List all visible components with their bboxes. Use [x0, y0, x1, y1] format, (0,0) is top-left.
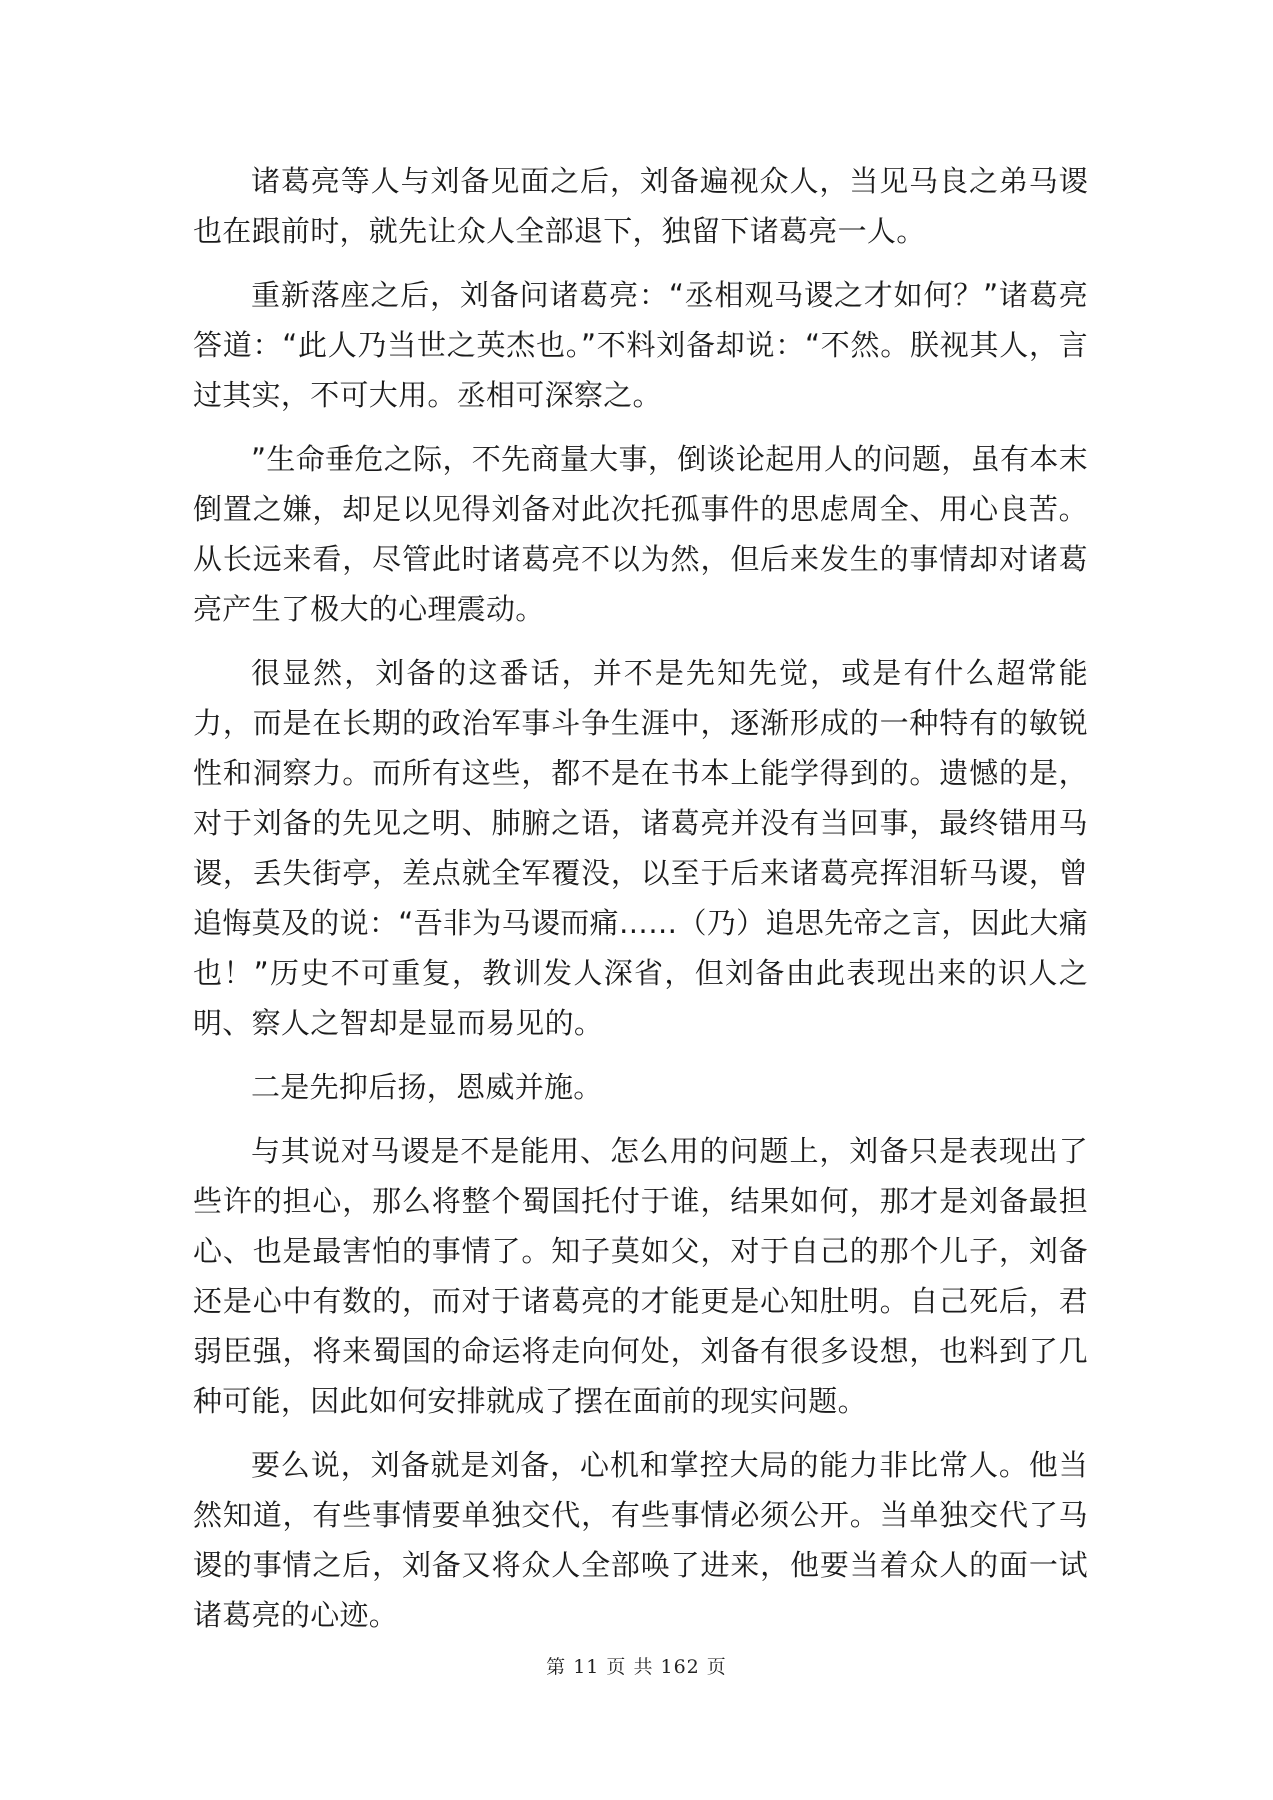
section-heading: 二是先抑后扬，恩威并施。 [251, 1070, 603, 1104]
paragraph: 与其说对马谡是不是能用、怎么用的问题上，刘备只是表现出了些许的担心，那么将整个蜀国托付于谁，结果如何，那才是刘备最担心、也是最害怕的事情了。知子莫如父，对于自己的那个儿子，刘备还是心中有数的，而对于诸葛亮的才能更是心知肚明。自己死后，君弱臣强，将来蜀国的命运将走向何处，刘备有很多设想，也料到了几种可能，因此如何安排就成了摆在面前的现实问题。 [193, 1134, 1088, 1418]
document-body [193, 156, 1088, 1654]
page-number-footer: 第 11 页 共 162 页 [546, 1656, 727, 1678]
paragraph: 要么说，刘备就是刘备，心机和掌控大局的能力非比常人。他当然知道，有些事情要单独交代，有些事情必须公开。当单独交代了马谡的事情之后，刘备又将众人全部唤了进来，他要当着众人的面一试诸葛亮的心迹。 [193, 1448, 1088, 1632]
paragraph: 诸葛亮等人与刘备见面之后，刘备遍视众人，当见马良之弟马谡也在跟前时，就先让众人全部退下，独留下诸葛亮一人。 [193, 164, 1088, 248]
paragraph: 重新落座之后，刘备问诸葛亮：“丞相观马谡之才如何？”诸葛亮答道：“此人乃当世之英杰也。”不料刘备却说：“不然。朕视其人，言过其实，不可大用。丞相可深察之。 [193, 278, 1088, 412]
paragraph: 很显然，刘备的这番话，并不是先知先觉，或是有什么超常能力，而是在长期的政治军事斗争生涯中，逐渐形成的一种特有的敏锐性和洞察力。而所有这些，都不是在书本上能学得到的。遗憾的是，对于刘备的先见之明、肺腑之语，诸葛亮并没有当回事，最终错用马谡，丢失街亭，差点就全军覆没，以至于后来诸葛亮挥泪斩马谡，曾追悔莫及的说：“吾非为马谡而痛……（乃）追思先帝之言，因此大痛也！”历史不可重复，教训发人深省，但刘备由此表现出来的识人之明、察人之智却是显而易见的。 [193, 656, 1088, 1040]
paragraph: ”生命垂危之际，不先商量大事，倒谈论起用人的问题，虽有本末倒置之嫌，却足以见得刘备对此次托孤事件的思虑周全、用心良苦。从长远来看，尽管此时诸葛亮不以为然，但后来发生的事情却对诸葛亮产生了极大的心理震动。 [193, 442, 1088, 626]
